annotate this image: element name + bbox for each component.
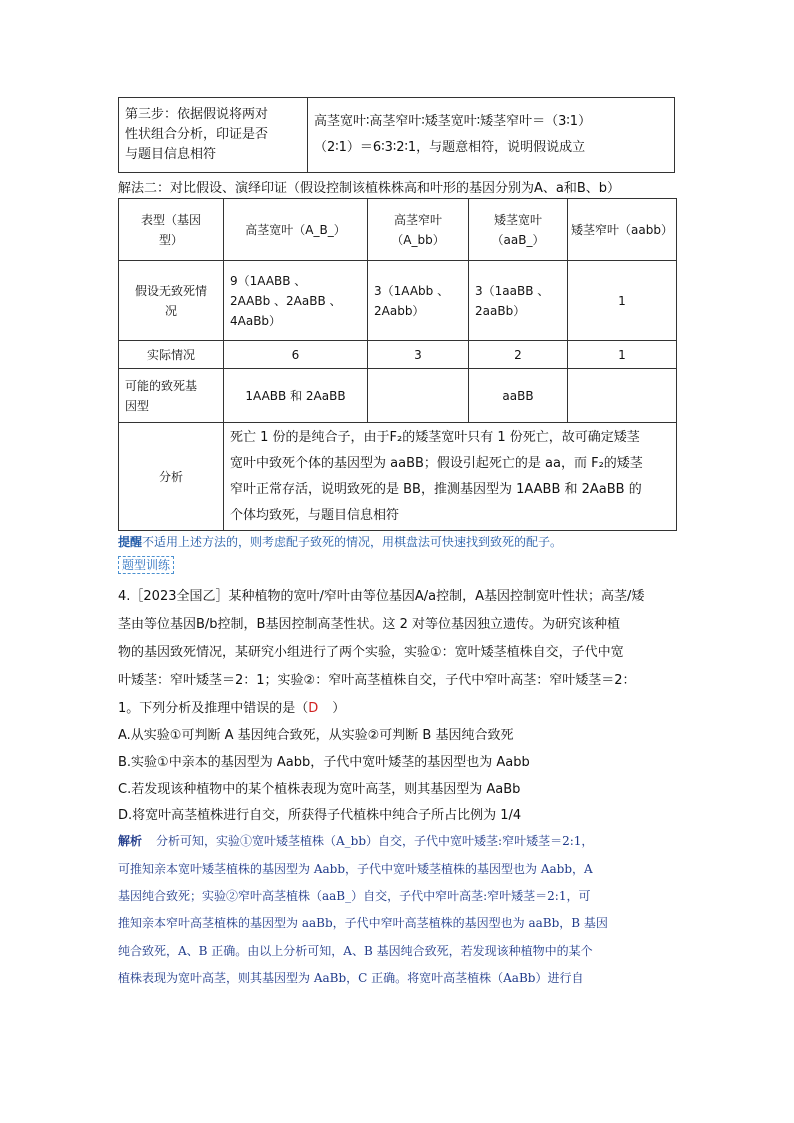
step3-label-line: 性状组合分析，印证是否 [125,127,269,142]
label-line: 因型 [125,398,150,413]
explanation-line: 基因纯合致死；实验②窄叶高茎植株（aaB_）自交，子代中窄叶高茎:窄叶矮茎＝2:1，可 [118,889,591,903]
row-actual-c4: 1 [568,341,677,369]
row-assume-c3 [469,261,568,341]
row-lethal-c1: 1AABB 和 2AaBB [224,369,368,423]
explanation-line-1 [118,832,593,849]
answer-letter: D [308,701,319,716]
analysis-line: 窄叶正常存活，说明致死的是 BB，推测基因型为 1AABB 和 2AaBB 的 [230,481,642,497]
row-actual-label: 实际情况 [119,341,224,369]
label-line: 可能的致死基 [125,378,198,393]
cell-line: 9（1AABB 、 [230,273,307,288]
explanation-text: 分析可知，实验①宽叶矮茎植株（A_bb）自交，子代中宽叶矮茎:窄叶矮茎＝2:1， [156,834,594,848]
section-badge [118,556,174,574]
label-line: 况 [164,303,177,318]
option-b: B.实验①中亲本的基因型为 Aabb，子代中宽叶矮茎的基因型也为 Aabb [118,755,530,770]
option-d: D.将宽叶高茎植株进行自交，所获得子代植株中纯合子所占比例为 1/4 [118,808,522,823]
method2-heading: 解法二：对比假设、演绎印证（假设控制该植株株高和叶形的基因分别为A、a和B、b） [118,181,621,196]
question-line: 叶矮茎：窄叶矮茎＝2：1；实验②：窄叶高茎植株自交，子代中窄叶高茎：窄叶矮茎＝2： [118,673,636,688]
cell-line: 3（1AAbb 、 [374,283,450,298]
step3-label-line: 与题目信息相符 [125,147,217,162]
header-short-wide [469,199,568,261]
row-actual-c1: 6 [224,341,368,369]
row-assume-label [119,261,224,341]
cell-line: 3（1aaBB 、 [475,283,550,298]
cell-line: 4AaBb） [230,313,282,328]
analysis-line: 个体均致死，与题目信息相符 [230,507,400,523]
option-a: A.从实验①可判断 A 基因纯合致死，从实验②可判断 B 基因纯合致死 [118,728,514,743]
header-line: 表型（基因 [140,212,201,227]
row-lethal-c2 [368,369,469,423]
question-last-line [118,697,345,716]
explanation-line: 可推知亲本宽叶矮茎植株的基因型为 Aabb，子代中宽叶矮茎植株的基因型也为 Aabb，A [118,862,593,876]
row-actual-c3: 2 [469,341,568,369]
step3-label-line: 第三步：依据假说将两对 [125,107,269,122]
explanation-label: 解析 [118,834,143,848]
row-lethal-c3: aaBB [469,369,568,423]
tip-text: 不适用上述方法的，则考虑配子致死的情况，用棋盘法可快速找到致死的配子。 [142,535,563,549]
step3-table [118,97,675,173]
question-line: 物的基因致死情况，某研究小组进行了两个实验，实验①：宽叶矮茎植株自交，子代中宽 [118,645,624,660]
row-analysis-label: 分析 [119,423,224,531]
label-line: 假设无致死情 [134,283,207,298]
header-line: （A_bb） [391,232,445,247]
row-analysis-text [224,423,677,531]
cell-line: 2aaBb） [475,303,526,318]
tip [118,533,562,550]
row-assume-c4: 1 [568,261,677,341]
cell-line: 2Aabb） [374,303,425,318]
header-tall-wide: 高茎宽叶（A_B_） [224,199,368,261]
analysis-line: 死亡 1 份的是纯合子，由于F₂的矮茎宽叶只有 1 份死亡，故可确定矮茎 [230,429,640,445]
analysis-line: 宽叶中致死个体的基因型为 aaBB；假设引起死亡的是 aa，而 F₂的矮茎 [230,455,643,471]
explanation-line: 推知亲本窄叶高茎植株的基因型为 aaBb，子代中窄叶高茎植株的基因型也为 aaBb，B 基因 [118,916,608,930]
step3-content [308,98,675,173]
tip-label: 提醒 [118,535,143,549]
header-line: 矮茎宽叶 [493,212,542,227]
explanation-line: 纯合致死，A、B 正确。由以上分析可知，A、B 基因纯合致死，若发现该种植物中的某个 [118,944,593,958]
header-phenotype [119,199,224,261]
step3-content-line: 高茎宽叶∶高茎窄叶∶矮茎宽叶∶矮茎窄叶＝（3∶1） [314,114,592,129]
row-assume-c2 [368,261,469,341]
row-lethal-label [119,369,224,423]
option-c: C.若发现该种植物中的某个植株表现为宽叶高茎，则其基因型为 AaBb [118,782,521,797]
step3-label [119,98,308,173]
section-badge-label: 题型训练 [118,556,174,574]
row-actual-c2: 3 [368,341,469,369]
explanation-line: 植株表现为宽叶高茎，则其基因型为 AaBb，C 正确。将宽叶高茎植株（AaBb）进行自 [118,971,584,985]
row-assume-c1 [224,261,368,341]
header-tall-narrow [368,199,469,261]
header-line: 型） [158,232,183,247]
row-lethal-c4 [568,369,677,423]
cell-line: 2AABb 、2AaBB 、 [230,293,342,308]
question-line: 茎由等位基因B/b控制，B基因控制高茎性状。这 2 对等位基因独立遗传。为研究该种植 [118,617,621,632]
step3-content-line: （2∶1）＝6∶3∶2∶1，与题意相符，说明假说成立 [314,140,586,155]
question-prefix: 1。下列分析及推理中错误的是（ [118,701,309,716]
header-line: 高茎窄叶 [393,212,442,227]
header-short-narrow: 矮茎窄叶（aabb） [568,199,677,261]
comparison-table [118,198,677,531]
header-line: （aaB_） [491,232,545,247]
question-line: 4.［2023全国乙］某种植物的宽叶/窄叶由等位基因A/a控制，A基因控制宽叶性状；高茎/矮 [118,589,645,604]
question-suffix: ） [332,701,346,716]
